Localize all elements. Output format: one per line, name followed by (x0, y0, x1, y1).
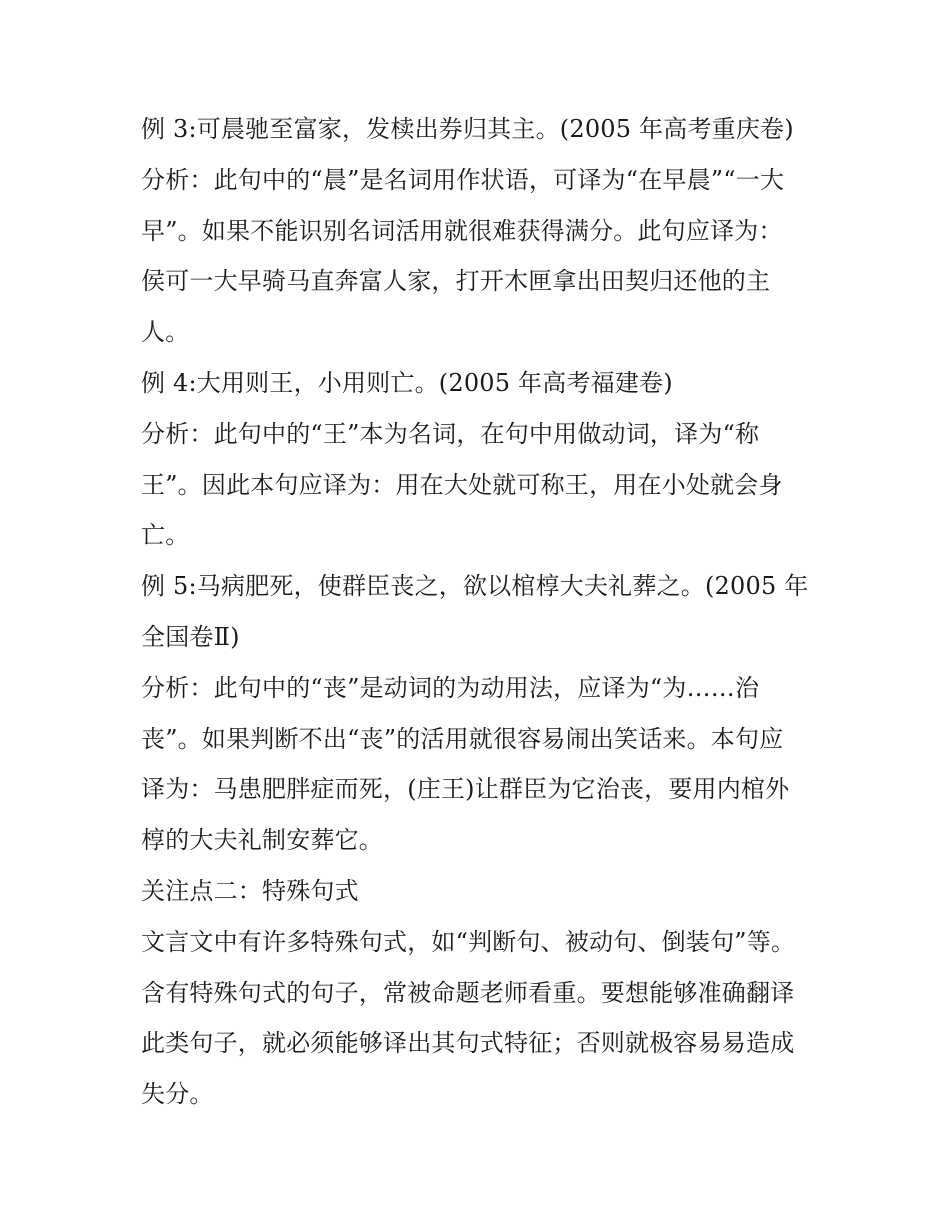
example-4-analysis-line: 亡。 (141, 521, 190, 550)
example-3-analysis-line: 侯可一大早骑马直奔富人家，打开木匣拿出田契归还他的主 (141, 267, 771, 296)
example-5-analysis-line: 译为：马患肥胖症而死，(庄王)让群臣为它治丧，要用内棺外 (141, 775, 790, 804)
section-paragraph-line: 此类句子，就必须能够译出其句式特征；否则就极容易易造成 (141, 1029, 795, 1058)
document-body (141, 104, 813, 1120)
example-5-analysis-line: 椁的大夫礼制安葬它。 (141, 826, 383, 855)
section-paragraph-line: 含有特殊句式的句子，常被命题老师看重。要想能够准确翻译 (141, 978, 795, 1007)
example-5-heading: 例 5:马病肥死，使群臣丧之，欲以棺椁大夫礼葬之。(2005 年 (141, 572, 809, 601)
example-4-heading: 例 4:大用则王，小用则亡。(2005 年高考福建卷) (141, 368, 673, 397)
section-paragraph-line: 失分。 (141, 1080, 214, 1109)
example-4-analysis-line: 王”。因此本句应译为：用在大处就可称王，用在小处就会身 (141, 470, 783, 499)
example-3-analysis-line: 人。 (141, 318, 190, 347)
example-3-analysis-line: 分析：此句中的“晨”是名词用作状语，可译为“在早晨”“一大 (141, 165, 785, 194)
example-4-analysis-line: 分析：此句中的“王”本为名词，在句中用做动词，译为“称 (141, 419, 760, 448)
example-5-analysis-line: 分析：此句中的“丧”是动词的为动用法，应译为“为……治 (141, 673, 760, 702)
example-3-analysis-line: 早”。如果不能识别名词活用就很难获得满分。此句应译为： (141, 216, 783, 245)
example-3-heading: 例 3:可晨驰至富家，发椟出券归其主。(2005 年高考重庆卷) (141, 115, 794, 143)
example-5-analysis-line: 丧”。如果判断不出“丧”的活用就很容易闹出笑话来。本句应 (141, 724, 784, 753)
section-paragraph-line: 文言文中有许多特殊句式，如“判断句、被动句、倒装句”等。 (141, 927, 796, 956)
section-heading: 关注点二：特殊句式 (141, 876, 359, 905)
example-5-heading: 全国卷Ⅱ) (141, 622, 240, 651)
